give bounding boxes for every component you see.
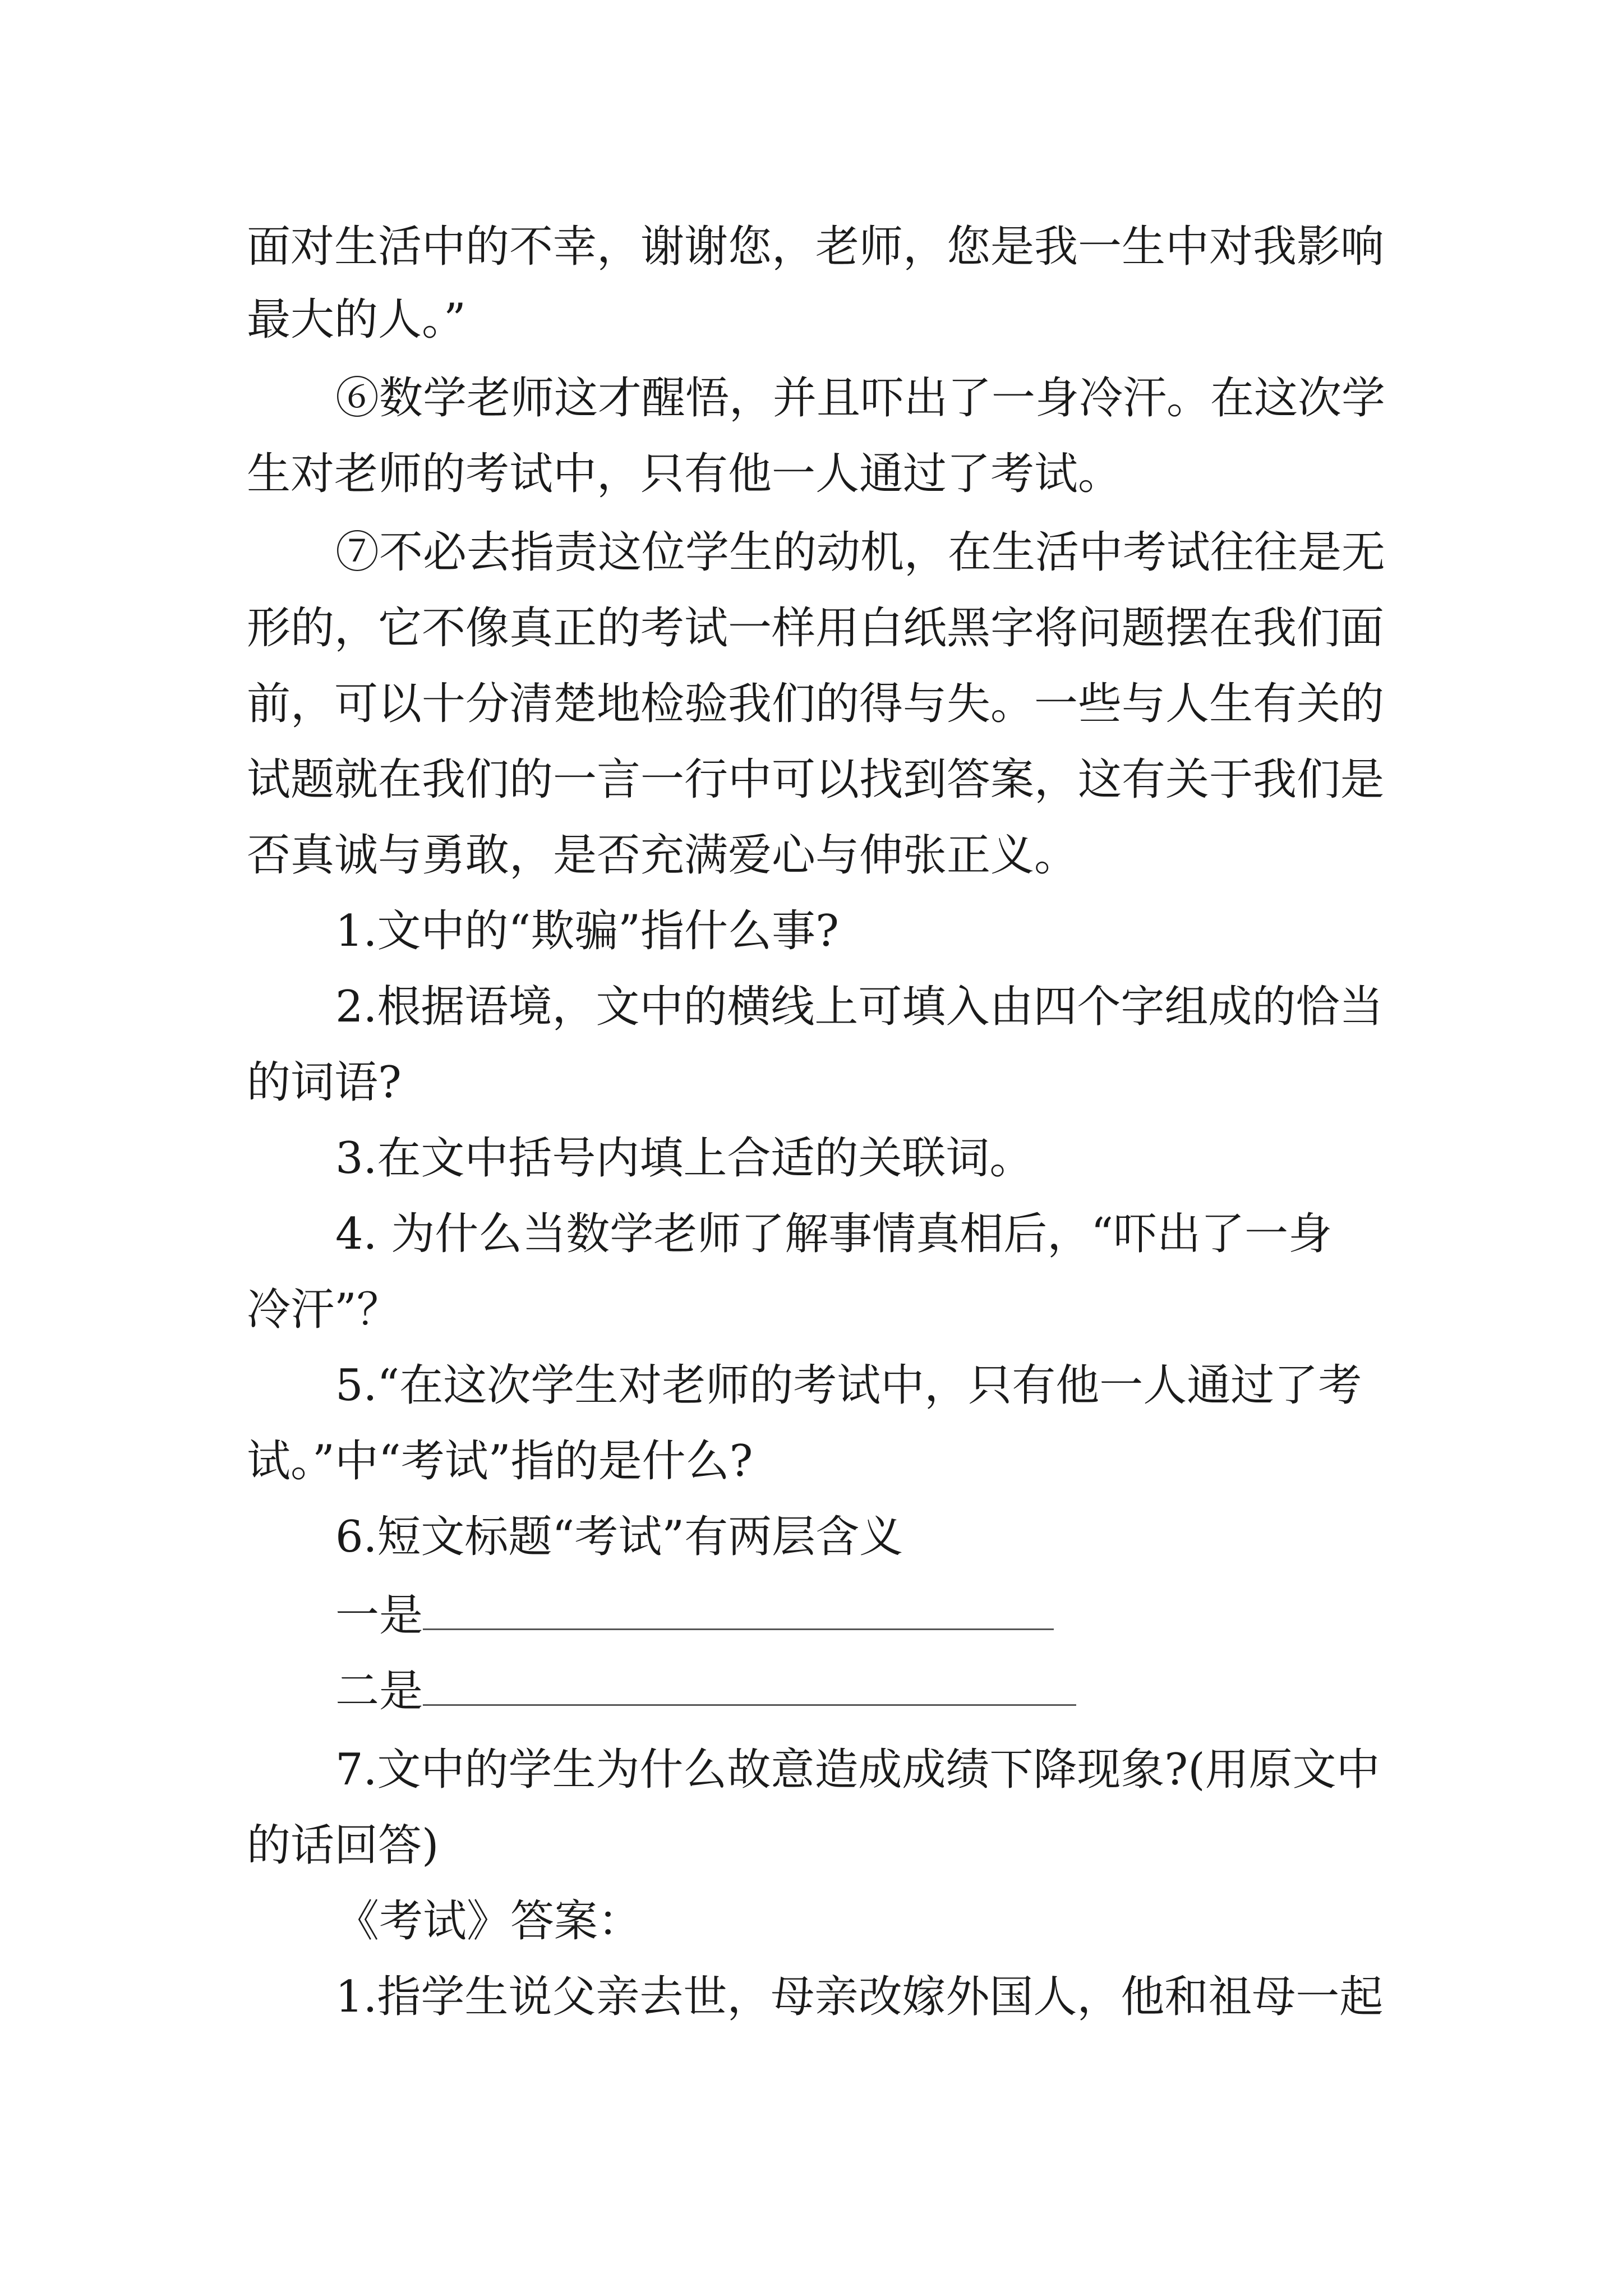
paragraph-line: 面对生活中的不幸，谢谢您，老师，您是我一生中对我影响 [247, 222, 1385, 272]
question-4: 4. 为什么当数学老师了解事情真相后，“吓出了一身 [335, 1209, 1332, 1259]
paragraph-line: 冷汗”？ [247, 1285, 400, 1335]
answers-heading: 《考试》答案： [335, 1896, 642, 1947]
answer-label-2: 二是 [335, 1666, 423, 1717]
answer-1: 1.指学生说父亲去世，母亲改嫁外国人，他和祖母一起 [335, 1972, 1384, 2022]
paragraph-line: 最大的人。” [247, 295, 466, 345]
answer-line-2 [335, 1663, 1076, 1719]
paragraph-line: ⑦不必去指责这位学生的动机，在生活中考试往往是无 [335, 527, 1386, 578]
question-1: 1.文中的“欺骗”指什么事? [335, 906, 839, 956]
paragraph-line: 的话回答) [247, 1820, 439, 1871]
paragraph-line: ⑥数学老师这才醒悟，并且吓出了一身冷汗。在这次学 [335, 373, 1386, 424]
answer-blank-1[interactable] [423, 1589, 1054, 1630]
paragraph-line: 否真诚与勇敢，是否充满爱心与伸张正义。 [247, 830, 1078, 881]
question-3: 3.在文中括号内填上合适的关联词。 [335, 1133, 1034, 1184]
paragraph-line: 形的，它不像真正的考试一样用白纸黑字将问题摆在我们面 [247, 603, 1385, 654]
question-2: 2.根据语境，文中的横线上可填入由四个字组成的恰当 [335, 982, 1384, 1032]
paragraph-line: 试题就在我们的一言一行中可以找到答案，这有关于我们是 [247, 754, 1385, 805]
answer-blank-2[interactable] [423, 1665, 1076, 1706]
paragraph-line: 生对老师的考试中，只有他一人通过了考试。 [247, 449, 1122, 499]
paragraph-line: 前，可以十分清楚地检验我们的得与失。一些与人生有关的 [247, 679, 1385, 729]
question-5: 5.“在这次学生对老师的考试中，只有他一人通过了考 [335, 1360, 1362, 1411]
paragraph-line: 试。”中“考试”指的是什么? [247, 1436, 753, 1487]
question-7: 7.文中的学生为什么故意造成成绩下降现象?(用原文中 [335, 1745, 1380, 1795]
answer-line-1 [335, 1588, 1054, 1644]
answer-label-1: 一是 [335, 1590, 423, 1641]
question-6: 6.短文标题“考试”有两层含义 [335, 1512, 903, 1562]
paragraph-line: 的词语? [247, 1057, 402, 1108]
